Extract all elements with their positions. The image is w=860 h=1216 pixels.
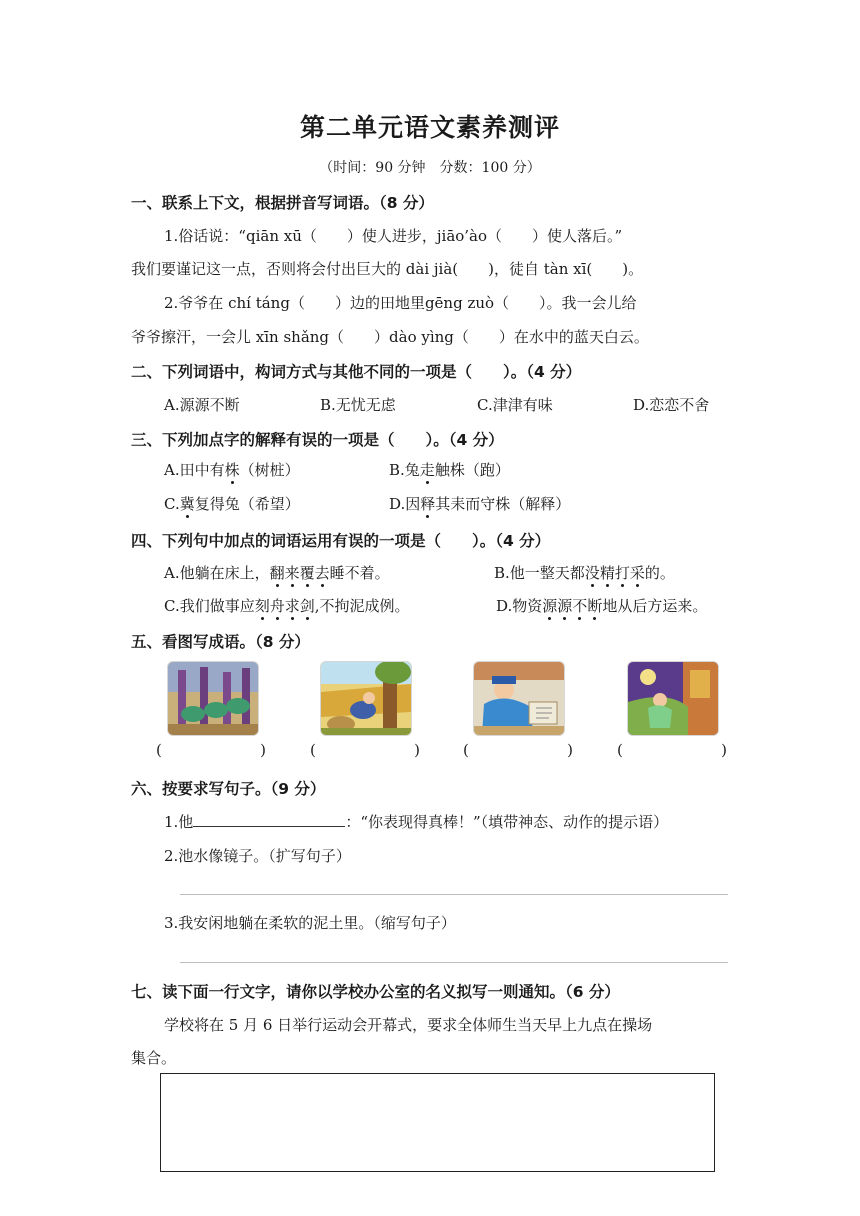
emphasis-dot-char: 源 xyxy=(542,597,558,615)
section-4-option-b: B.他一整天都没精打采的。 xyxy=(494,564,675,582)
answer-line-1[interactable] xyxy=(180,894,728,895)
section-6-question-2: 2.池水像镜子。（扩写句子） xyxy=(164,847,351,865)
answer-blank-3[interactable]: ( ) xyxy=(463,741,573,759)
emphasis-dot-char: 株 xyxy=(224,461,240,479)
emphasis-dot-char: 源 xyxy=(557,597,573,615)
idiom-picture-1 xyxy=(167,661,259,736)
section-6-question-3: 3.我安闲地躺在柔软的泥土里。（缩写句子） xyxy=(164,914,456,932)
section-4-option-d: D.物资源源不断地从后方运来。 xyxy=(496,597,708,615)
emphasis-dot-char: 翻 xyxy=(269,564,285,582)
emphasis-dot-char: 冀 xyxy=(179,495,195,513)
idiom-picture-3 xyxy=(473,661,565,736)
emphasis-dot-char: 舟 xyxy=(269,597,285,615)
emphasis-dot-char: 剑 xyxy=(299,597,315,615)
emphasis-dot-char: 求 xyxy=(284,597,300,615)
emphasis-dot-char: 采 xyxy=(629,564,645,582)
section-2-option-c: C.津津有味 xyxy=(477,396,553,414)
answer-blank-4[interactable]: ( ) xyxy=(617,741,727,759)
page-title: 第二单元语文素养测评 xyxy=(299,113,560,142)
answer-blank-2[interactable]: ( ) xyxy=(310,741,420,759)
section-3-option-c: C.冀复得兔（希望） xyxy=(164,495,300,513)
section-1-line-3: 2.爷爷在 chí táng（ ）边的田地里gēng zuò（ ）。我一会儿给 xyxy=(164,294,637,312)
section-3-option-d: D.因释其耒而守株（解释） xyxy=(389,495,571,513)
section-6-question-1: 1.他 ：“你表现得真棒！”（填带神态、动作的提示语） xyxy=(164,813,669,831)
emphasis-dot-char: 走 xyxy=(419,461,435,479)
answer-line-2[interactable] xyxy=(180,962,728,963)
section-7-line-2: 集合。 xyxy=(131,1049,177,1067)
answer-blank-1[interactable]: ( ) xyxy=(156,741,266,759)
section-6-heading: 六、按要求写句子。（9 分） xyxy=(131,780,326,798)
section-2-option-d: D.恋恋不舍 xyxy=(633,396,710,414)
section-1-line-2: 我们要谨记这一点，否则将会付出巨大的 dài jià( )，徒自 tàn xī( )。 xyxy=(131,260,644,278)
emphasis-dot-char: 打 xyxy=(614,564,630,582)
section-1-line-1: 1.俗话说：“qiān xū（ ）使人进步，jiāo’ào（ ）使人落后。” xyxy=(164,227,623,245)
idiom-picture-4 xyxy=(627,661,719,736)
section-3-option-b: B.兔走触株（跑） xyxy=(389,461,510,479)
exam-info: （时间：90 分钟 分数：100 分） xyxy=(319,160,541,176)
emphasis-dot-char: 不 xyxy=(572,597,588,615)
emphasis-dot-char: 刻 xyxy=(254,597,270,615)
emphasis-dot-char: 释 xyxy=(420,495,436,513)
emphasis-dot-char: 精 xyxy=(599,564,615,582)
emphasis-dot-char: 覆 xyxy=(299,564,315,582)
idiom-picture-2 xyxy=(320,661,412,736)
section-3-option-a: A.田中有株（树桩） xyxy=(164,461,300,479)
section-7-heading: 七、读下面一行文字，请你以学校办公室的名义拟写一则通知。（6 分） xyxy=(131,983,620,1001)
section-1-heading: 一、联系上下文，根据拼音写词语。（8 分） xyxy=(131,194,434,212)
emphasis-dot-char: 断 xyxy=(587,597,603,615)
emphasis-dot-char: 来 xyxy=(284,564,300,582)
emphasis-dot-char: 去 xyxy=(314,564,330,582)
notice-writing-box[interactable] xyxy=(160,1073,715,1172)
section-2-heading: 二、下列词语中，构词方式与其他不同的一项是（ ）。（4 分） xyxy=(131,363,582,381)
section-1-line-4: 爷爷擦汗，一会儿 xīn shǎng（ ）dào yìng（ ）在水中的蓝天白云。 xyxy=(131,328,649,346)
section-7-line-1: 学校将在 5 月 6 日举行运动会开幕式，要求全体师生当天早上九点在操场 xyxy=(164,1016,653,1034)
section-5-heading: 五、看图写成语。（8 分） xyxy=(131,633,310,651)
fill-in-line[interactable] xyxy=(193,812,345,827)
emphasis-dot-char: 没 xyxy=(584,564,600,582)
section-3-heading: 三、下列加点字的解释有误的一项是（ ）。（4 分） xyxy=(131,431,504,449)
section-4-heading: 四、下列句中加点的词语运用有误的一项是（ ）。（4 分） xyxy=(131,532,551,550)
section-2-option-a: A.源源不断 xyxy=(164,396,240,414)
section-4-option-c: C.我们做事应刻舟求剑,不拘泥成例。 xyxy=(164,597,410,615)
section-2-option-b: B.无忧无虑 xyxy=(320,396,396,414)
section-4-option-a: A.他躺在床上，翻来覆去睡不着。 xyxy=(164,564,390,582)
